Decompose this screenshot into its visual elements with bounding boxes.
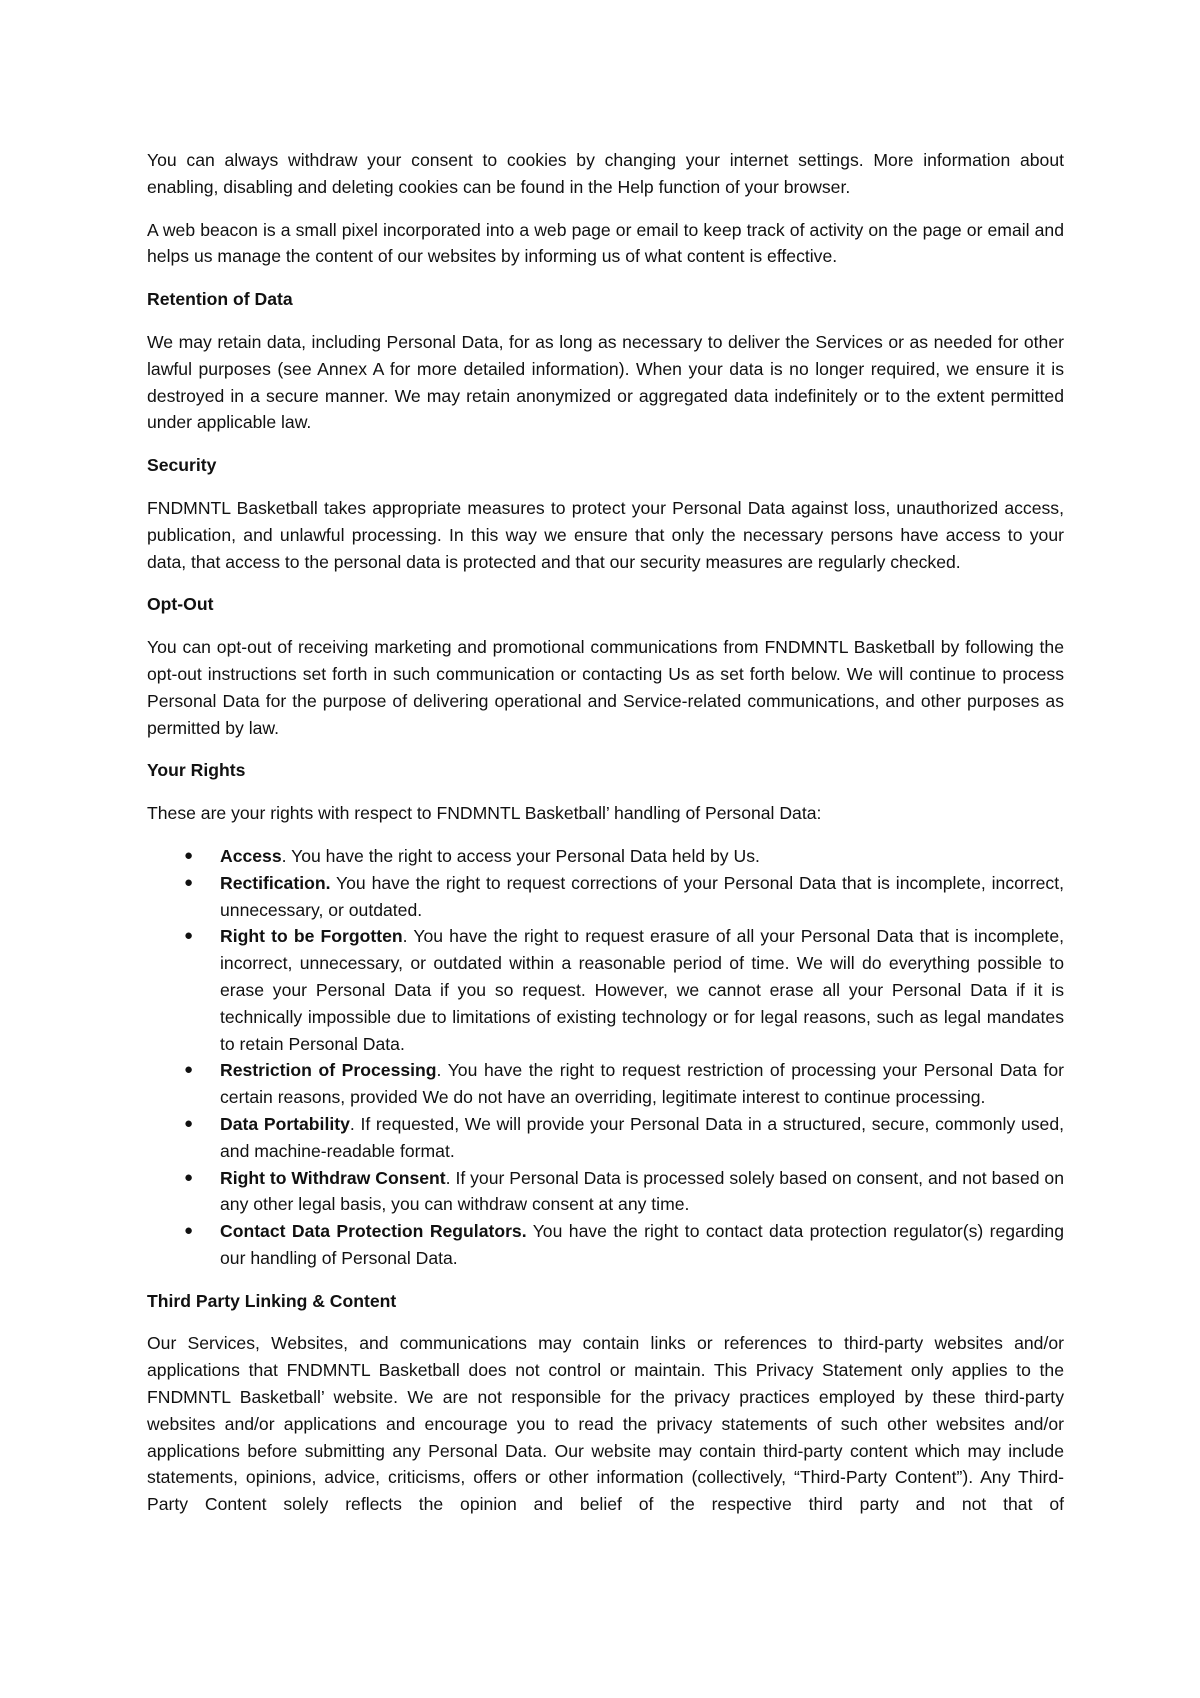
web-beacon-paragraph: A web beacon is a small pixel incorporated into a web page or email to keep track of activity on the page or email and helps us manage the content of our websites by informing us of what content is effective. <box>147 219 1064 267</box>
security-heading: Security <box>147 455 217 476</box>
rights-list <box>147 843 1064 1272</box>
cookies-withdraw-paragraph: You can always withdraw your consent to cookies by changing your internet settings. More information about enabling, disabling and deleting cookies can be found in the Help function of your browser. <box>147 150 1064 197</box>
third-party-paragraph: Our Services, Websites, and communications may contain links or references to third-party websites and/or applications that FNDMNTL Basketball does not control or maintain. This Privacy Statement only applies to the FNDMNTL Basketball’ website. We are not responsible for the privacy practices employed by these third-party websites and/or applications and encourage you to read the privacy statements of such other websites and/or applications before submitting any Personal Data. Our website may contain third-party content which may include statements, opinions, advice, criticisms, offers or other information (collectively, “Third-Party Content”). Any Third-Party Content solely reflects the opinion and belief of the respective third party and not that of <box>147 1333 1064 1515</box>
rights-item-access <box>147 843 1064 870</box>
retention-paragraph: We may retain data, including Personal Data, for as long as necessary to deliver the Services or as needed for other lawful purposes (see Annex A for more detailed information). When your data is no longer required, we ensure it is destroyed in a secure manner. We may retain anonymized or aggregated data indefinitely or to the extent permitted under applicable law. <box>147 331 1064 433</box>
rights-item-title: Access <box>220 845 282 866</box>
rights-item-rectification <box>147 870 1064 924</box>
rights-item-regulators <box>147 1218 1064 1272</box>
bullet-icon: ● <box>184 873 194 891</box>
rights-item-title: Rectification. <box>220 872 331 893</box>
rights-intro: These are your rights with respect to FNDMNTL Basketball’ handling of Personal Data: <box>147 803 822 824</box>
rights-item-title: Contact Data Protection Regulators. <box>220 1221 527 1242</box>
bullet-icon: ● <box>184 1114 194 1132</box>
opt-out-heading: Opt-Out <box>147 594 214 615</box>
rights-item-title: Data Portability <box>220 1113 350 1134</box>
rights-item-text: You have the right to request corrections of your Personal Data that is incomplete, incorrect, unnecessary, or outdated. <box>220 872 1064 920</box>
rights-item-text: You have the right to contact data protection regulator(s) regarding our handling of Personal Data. <box>220 1221 1064 1268</box>
rights-item-text: . If requested, We will provide your Personal Data in a structured, secure, commonly used, and machine-readable format. <box>220 1113 1064 1161</box>
rights-item-portability <box>147 1111 1064 1165</box>
bullet-icon: ● <box>184 927 194 945</box>
rights-item-text: . You have the right to request erasure of all your Personal Data that is incomplete, incorrect, unnecessary, or outdated within a reasonable period of time. We will do everything possible to erase your Personal Data if you so request. However, we cannot erase all your Personal Data if it is technically impossible due to limitations of existing technology or for legal reasons, such as legal mandates to retain Personal Data. <box>220 926 1064 1054</box>
retention-heading: Retention of Data <box>147 289 293 310</box>
bullet-icon: ● <box>184 1168 194 1186</box>
rights-item-title: Right to be Forgotten <box>220 926 403 947</box>
third-party-heading: Third Party Linking & Content <box>147 1290 397 1311</box>
rights-item-text: . You have the right to access your Personal Data held by Us. <box>281 845 760 866</box>
bullet-icon: ● <box>184 846 194 864</box>
bullet-icon: ● <box>184 1061 194 1079</box>
rights-item-restriction <box>147 1057 1064 1111</box>
rights-item-text: . If your Personal Data is processed solely based on consent, and not based on any other legal basis, you can withdraw consent at any time. <box>220 1167 1064 1215</box>
rights-item-forgotten <box>147 923 1064 1057</box>
rights-item-text: . You have the right to request restriction of processing your Personal Data for certain reasons, provided We do not have an overriding, legitimate interest to continue processing. <box>220 1060 1064 1108</box>
security-paragraph: FNDMNTL Basketball takes appropriate measures to protect your Personal Data against loss, unauthorized access, publication, and unlawful processing. In this way we ensure that only the necessary persons have access to your data, that access to the personal data is protected and that our security measures are regularly checked. <box>147 497 1064 572</box>
opt-out-paragraph: You can opt-out of receiving marketing and promotional communications from FNDMNTL Basketball by following the opt-out instructions set forth in such communication or contacting Us as set forth below. We will continue to process Personal Data for the purpose of delivering operational and Service-related communications, and other purposes as permitted by law. <box>147 637 1064 738</box>
rights-item-withdraw-consent <box>147 1165 1064 1219</box>
rights-item-title: Right to Withdraw Consent <box>220 1167 446 1188</box>
document-page <box>147 147 1064 1534</box>
rights-heading: Your Rights <box>147 760 246 781</box>
bullet-icon: ● <box>184 1222 194 1240</box>
rights-item-title: Restriction of Processing <box>220 1060 437 1081</box>
